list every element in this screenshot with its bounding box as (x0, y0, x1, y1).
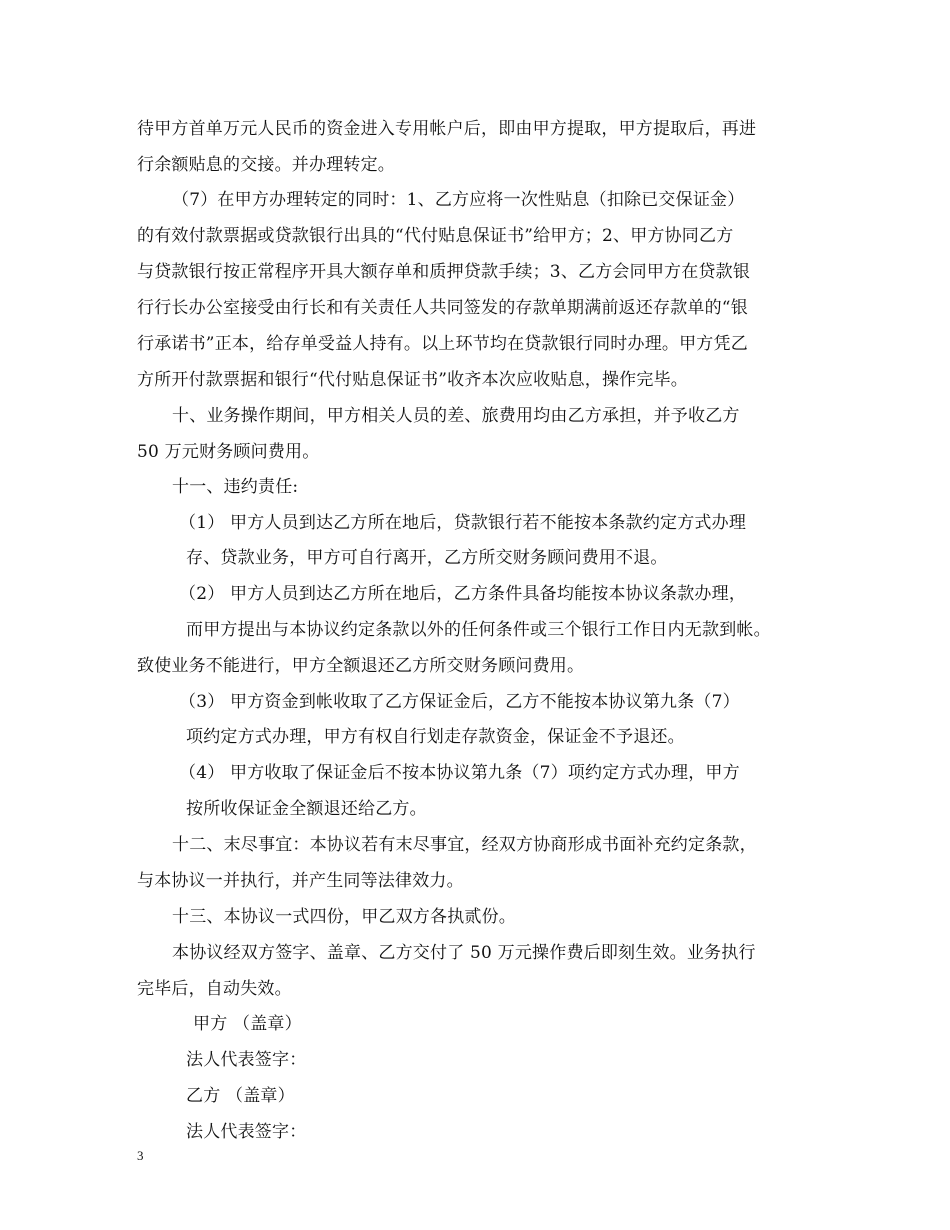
text-line: 的有效付款票据或贷款银行出具的“代付贴息保证书”给甲方；2、甲方协同乙方 (137, 226, 734, 246)
text-line: 项约定方式办理，甲方有权自行划走存款资金，保证金不予退还。 (186, 727, 685, 747)
text-line: （2） 甲方人员到达乙方所在地后，乙方条件具备均能按本协议条款办理， (179, 584, 747, 604)
text-line: 致使业务不能进行，甲方全额退还乙方所交财务顾问费用。 (137, 656, 585, 676)
text-line: 存、贷款业务，甲方可自行离开，乙方所交财务顾问费用不退。 (186, 548, 668, 568)
page-number: 3 (137, 1148, 144, 1163)
text-line: 本协议经双方签字、盖章、乙方交付了 50 万元操作费后即刻生效。业务执行 (172, 943, 756, 963)
text-line: 行余额贴息的交接。并办理转定。 (137, 155, 395, 175)
text-line: （3） 甲方资金到帐收取了乙方保证金后，乙方不能按本协议第九条（7） (179, 692, 740, 712)
text-line: （1） 甲方人员到达乙方所在地后，贷款银行若不能按本条款约定方式办理 (179, 513, 747, 533)
section-heading: 十一、违约责任: (172, 477, 299, 497)
party-b-signature-line: 法人代表签字： (186, 1122, 307, 1142)
party-b-seal-line: 乙方 （盖章） (186, 1086, 295, 1106)
text-line: （4） 甲方收取了保证金后不按本协议第九条（7）项约定方式办理，甲方 (179, 763, 740, 783)
text-line: （7）在甲方办理转定的同时：1、乙方应将一次性贴息（扣除已交保证金） (172, 190, 745, 210)
text-line: 行承诺书”正本，给存单受益人持有。以上环节均在贷款银行同时办理。甲方凭乙 (137, 334, 748, 354)
text-line: 十三、本协议一式四份，甲乙双方各执贰份。 (172, 907, 516, 927)
text-line: 十、业务操作期间，甲方相关人员的差、旅费用均由乙方承担，并予收乙方 (172, 406, 740, 426)
text-line: 完毕后，自动失效。 (137, 979, 292, 999)
text-line: 方所开付款票据和银行“代付贴息保证书”收齐本次应收贴息，操作完毕。 (137, 370, 688, 390)
text-line: 与本协议一并执行，并产生同等法律效力。 (137, 871, 464, 891)
text-line: 待甲方首单万元人民币的资金进入专用帐户后，即由甲方提取，甲方提取后，再进 (137, 119, 757, 139)
text-line: 50 万元财务顾问费用。 (137, 442, 320, 462)
text-line: 十二、末尽事宜：本协议若有末尽事宜，经双方协商形成书面补充约定条款， (172, 835, 757, 855)
text-line: 行行长办公室接受由行长和有关责任人共同签发的存款单期满前返还存款单的“银 (137, 298, 748, 318)
text-line: 而甲方提出与本协议约定条款以外的任何条件或三个银行工作日内无款到帐。 (186, 620, 771, 640)
text-line: 按所收保证金全额退还给乙方。 (186, 799, 427, 819)
text-line: 与贷款银行按正常程序开具大额存单和质押贷款手续；3、乙方会同甲方在贷款银 (137, 262, 751, 282)
party-a-signature-line: 法人代表签字： (186, 1050, 307, 1070)
party-a-seal-line: 甲方 （盖章） (193, 1014, 302, 1034)
